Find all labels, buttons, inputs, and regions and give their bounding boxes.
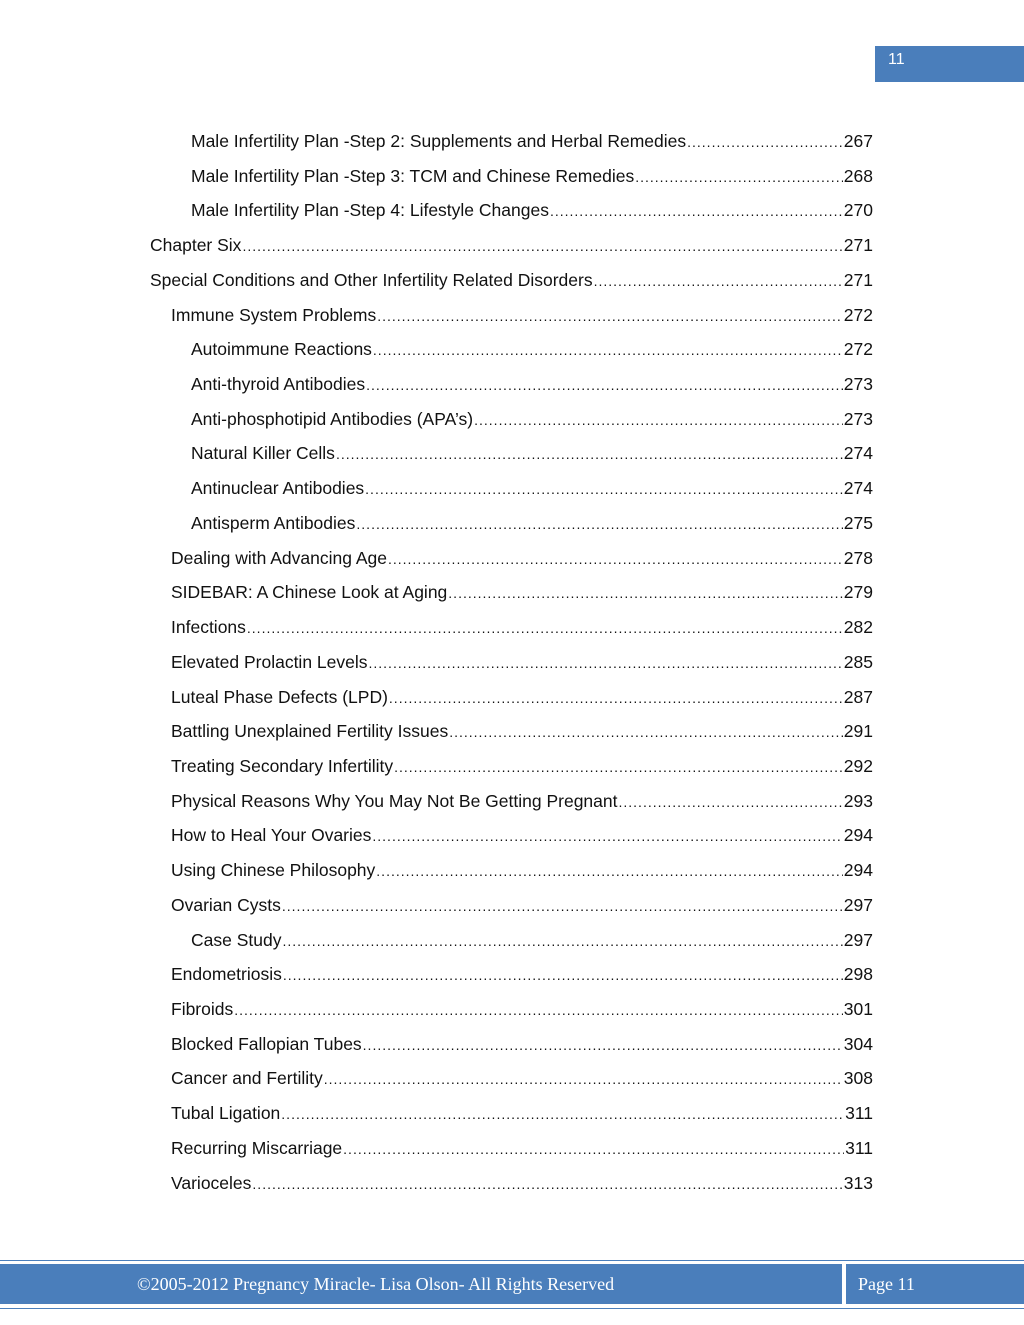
- toc-entry-title: How to Heal Your Ovaries: [171, 825, 372, 846]
- toc-entry-page: 268: [843, 165, 873, 186]
- toc-entry-title: Antinuclear Antibodies: [191, 478, 365, 499]
- toc-entry-page: 311: [845, 1103, 873, 1124]
- toc-entry-page: 285: [843, 651, 873, 672]
- toc-entry-page: 287: [843, 686, 873, 707]
- toc-entry[interactable]: [171, 1066, 873, 1090]
- toc-dot-leader: [282, 894, 843, 918]
- toc-entry[interactable]: [171, 1136, 873, 1160]
- toc-entry[interactable]: [191, 129, 873, 153]
- toc-entry-title: Varioceles: [171, 1172, 252, 1193]
- toc-entry[interactable]: [171, 303, 873, 327]
- toc-dot-leader: [234, 998, 843, 1022]
- toc-entry[interactable]: [171, 1032, 873, 1056]
- toc-entry-title: Fibroids: [171, 999, 234, 1019]
- toc-entry-title: Anti-thyroid Antibodies: [191, 374, 366, 395]
- toc-entry[interactable]: [171, 685, 873, 709]
- toc-entry[interactable]: [171, 580, 873, 604]
- toc-entry[interactable]: [191, 372, 873, 396]
- toc-dot-leader: [281, 1102, 844, 1126]
- toc-dot-leader: [252, 1172, 842, 1196]
- toc-entry-title: Infections: [171, 617, 246, 638]
- toc-entry-title: Recurring Miscarriage: [171, 1137, 343, 1158]
- toc-entry[interactable]: [191, 511, 873, 535]
- toc-dot-leader: [283, 963, 843, 987]
- toc-entry[interactable]: [171, 719, 873, 743]
- toc-entry-title: Immune System Problems: [171, 304, 377, 325]
- toc-entry-page: 271: [843, 235, 873, 256]
- toc-dot-leader: [372, 824, 842, 848]
- toc-dot-leader: [594, 269, 843, 293]
- toc-entry[interactable]: [171, 1101, 873, 1125]
- toc-entry-page: 282: [843, 617, 873, 638]
- toc-entry-page: 274: [843, 443, 873, 464]
- toc-entry-title: Luteal Phase Defects (LPD): [171, 686, 388, 707]
- toc-entry-page: 292: [843, 755, 873, 776]
- toc-entry-page: 273: [843, 408, 873, 429]
- toc-dot-leader: [282, 929, 842, 953]
- toc-entry[interactable]: [171, 615, 873, 639]
- toc-entry-title: Chapter Six: [150, 235, 242, 256]
- toc-entry-title: Endometriosis: [171, 964, 282, 985]
- toc-entry-page: 311: [845, 1137, 873, 1158]
- toc-entry[interactable]: [171, 789, 873, 813]
- toc-entry[interactable]: [171, 893, 873, 917]
- toc-entry-title: Battling Unexplained Fertility Issues: [171, 721, 449, 742]
- toc-entry-page: 294: [843, 860, 873, 881]
- toc-entry-title: Case Study: [191, 929, 282, 950]
- toc-entry[interactable]: [171, 650, 873, 674]
- toc-dot-leader: [394, 755, 843, 779]
- toc-dot-leader: [474, 408, 843, 432]
- footer-bottom-rule: [0, 1308, 1024, 1309]
- toc-entry-title: Male Infertility Plan -Step 4: Lifestyle Changes: [191, 200, 549, 221]
- page-number-tab-label: 11: [888, 51, 905, 68]
- toc-entry-page: 275: [843, 512, 873, 533]
- toc-entry[interactable]: [171, 546, 873, 570]
- toc-dot-leader: [377, 304, 843, 328]
- toc-entry-page: 271: [843, 269, 873, 290]
- toc-entry-page: 274: [843, 478, 873, 499]
- toc-dot-leader: [373, 338, 843, 362]
- toc-entry[interactable]: [191, 337, 873, 361]
- toc-dot-leader: [356, 512, 842, 536]
- toc-entry[interactable]: [191, 164, 873, 188]
- toc-entry[interactable]: [191, 441, 873, 465]
- toc-entry-page: 267: [843, 131, 873, 151]
- toc-dot-leader: [389, 686, 843, 710]
- toc-dot-leader: [449, 720, 843, 744]
- toc-dot-leader: [448, 581, 843, 605]
- toc-dot-leader: [550, 199, 843, 223]
- toc-entry-title: Elevated Prolactin Levels: [171, 651, 368, 672]
- toc-entry-page: 270: [843, 200, 873, 221]
- toc-entry-title: Anti-phosphotipid Antibodies (APA’s): [191, 408, 474, 429]
- toc-entry-page: 293: [843, 790, 873, 811]
- toc-dot-leader: [336, 442, 843, 466]
- footer-top-rule: [0, 1260, 1024, 1261]
- footer-copyright: ©2005-2012 Pregnancy Miracle- Lisa Olson- All Rights Reserved: [137, 1274, 615, 1294]
- toc-entry-title: Treating Secondary Infertility: [171, 755, 394, 776]
- toc-entry[interactable]: [191, 476, 873, 500]
- toc-entry-title: SIDEBAR: A Chinese Look at Aging: [171, 582, 448, 603]
- toc-dot-leader: [365, 477, 843, 501]
- toc-dot-leader: [635, 165, 843, 189]
- toc-entry-page: 278: [843, 547, 873, 568]
- toc-entry[interactable]: [171, 754, 873, 778]
- toc-dot-leader: [363, 1033, 843, 1057]
- toc-entry-title: Blocked Fallopian Tubes: [171, 1033, 362, 1054]
- toc-entry[interactable]: [150, 268, 873, 292]
- toc-entry-title: Ovarian Cysts: [171, 894, 281, 915]
- toc-entry[interactable]: [191, 928, 873, 952]
- toc-entry-title: Natural Killer Cells: [191, 443, 335, 464]
- toc-entry-title: Male Infertility Plan -Step 2: Supplements and Herbal Remedies: [191, 131, 687, 151]
- toc-entry-title: Physical Reasons Why You May Not Be Getting Pregnant: [171, 790, 618, 811]
- toc-entry-title: Antisperm Antibodies: [191, 512, 356, 533]
- toc-entry-title: Using Chinese Philosophy: [171, 860, 376, 881]
- toc-dot-leader: [324, 1067, 843, 1091]
- toc-entry-page: 279: [843, 582, 873, 603]
- page-number-tab: [875, 46, 1024, 82]
- footer-bar: [0, 1264, 1024, 1304]
- toc-entry-page: 301: [843, 999, 873, 1019]
- toc-entry-page: 297: [843, 929, 873, 950]
- toc-entry[interactable]: [191, 407, 873, 431]
- footer-page-label: Page 11: [858, 1274, 915, 1294]
- toc-entry-page: 304: [843, 1033, 873, 1054]
- toc-entry[interactable]: [171, 858, 873, 882]
- toc-entry[interactable]: [171, 1171, 873, 1195]
- toc-entry-page: 291: [843, 721, 873, 742]
- toc-entry-page: 273: [843, 374, 873, 395]
- toc-dot-leader: [366, 373, 843, 397]
- toc-dot-leader: [619, 790, 843, 814]
- toc-dot-leader: [369, 651, 843, 675]
- toc-dot-leader: [242, 234, 842, 258]
- toc-entry-title: Male Infertility Plan -Step 3: TCM and Chinese Remedies: [191, 165, 635, 186]
- toc-entry-title: Autoimmune Reactions: [191, 339, 372, 360]
- toc-entry-title: Cancer and Fertility: [171, 1068, 323, 1089]
- toc-dot-leader: [247, 616, 843, 640]
- toc-entry-page: 298: [843, 964, 873, 985]
- toc-entry-page: 272: [843, 304, 873, 325]
- toc-entry-page: 313: [843, 1172, 873, 1193]
- toc-entry-title: Special Conditions and Other Infertility Related Disorders: [150, 269, 593, 290]
- toc-dot-leader: [388, 547, 843, 571]
- toc-entry[interactable]: [171, 997, 873, 1021]
- toc-dot-leader: [376, 859, 843, 883]
- toc-entry-title: Dealing with Advancing Age: [171, 547, 387, 568]
- toc-entry-title: Tubal Ligation: [171, 1103, 281, 1124]
- toc-dot-leader: [687, 130, 843, 154]
- toc-entry-page: 272: [843, 339, 873, 360]
- toc-entry[interactable]: [171, 823, 873, 847]
- toc-entry[interactable]: [150, 233, 873, 257]
- toc-entry-page: 308: [843, 1068, 873, 1089]
- toc-dot-leader: [343, 1137, 844, 1161]
- toc-entry-page: 297: [843, 894, 873, 915]
- toc-entry[interactable]: [191, 198, 873, 222]
- toc-entry-page: 294: [843, 825, 873, 846]
- toc-entry[interactable]: [171, 962, 873, 986]
